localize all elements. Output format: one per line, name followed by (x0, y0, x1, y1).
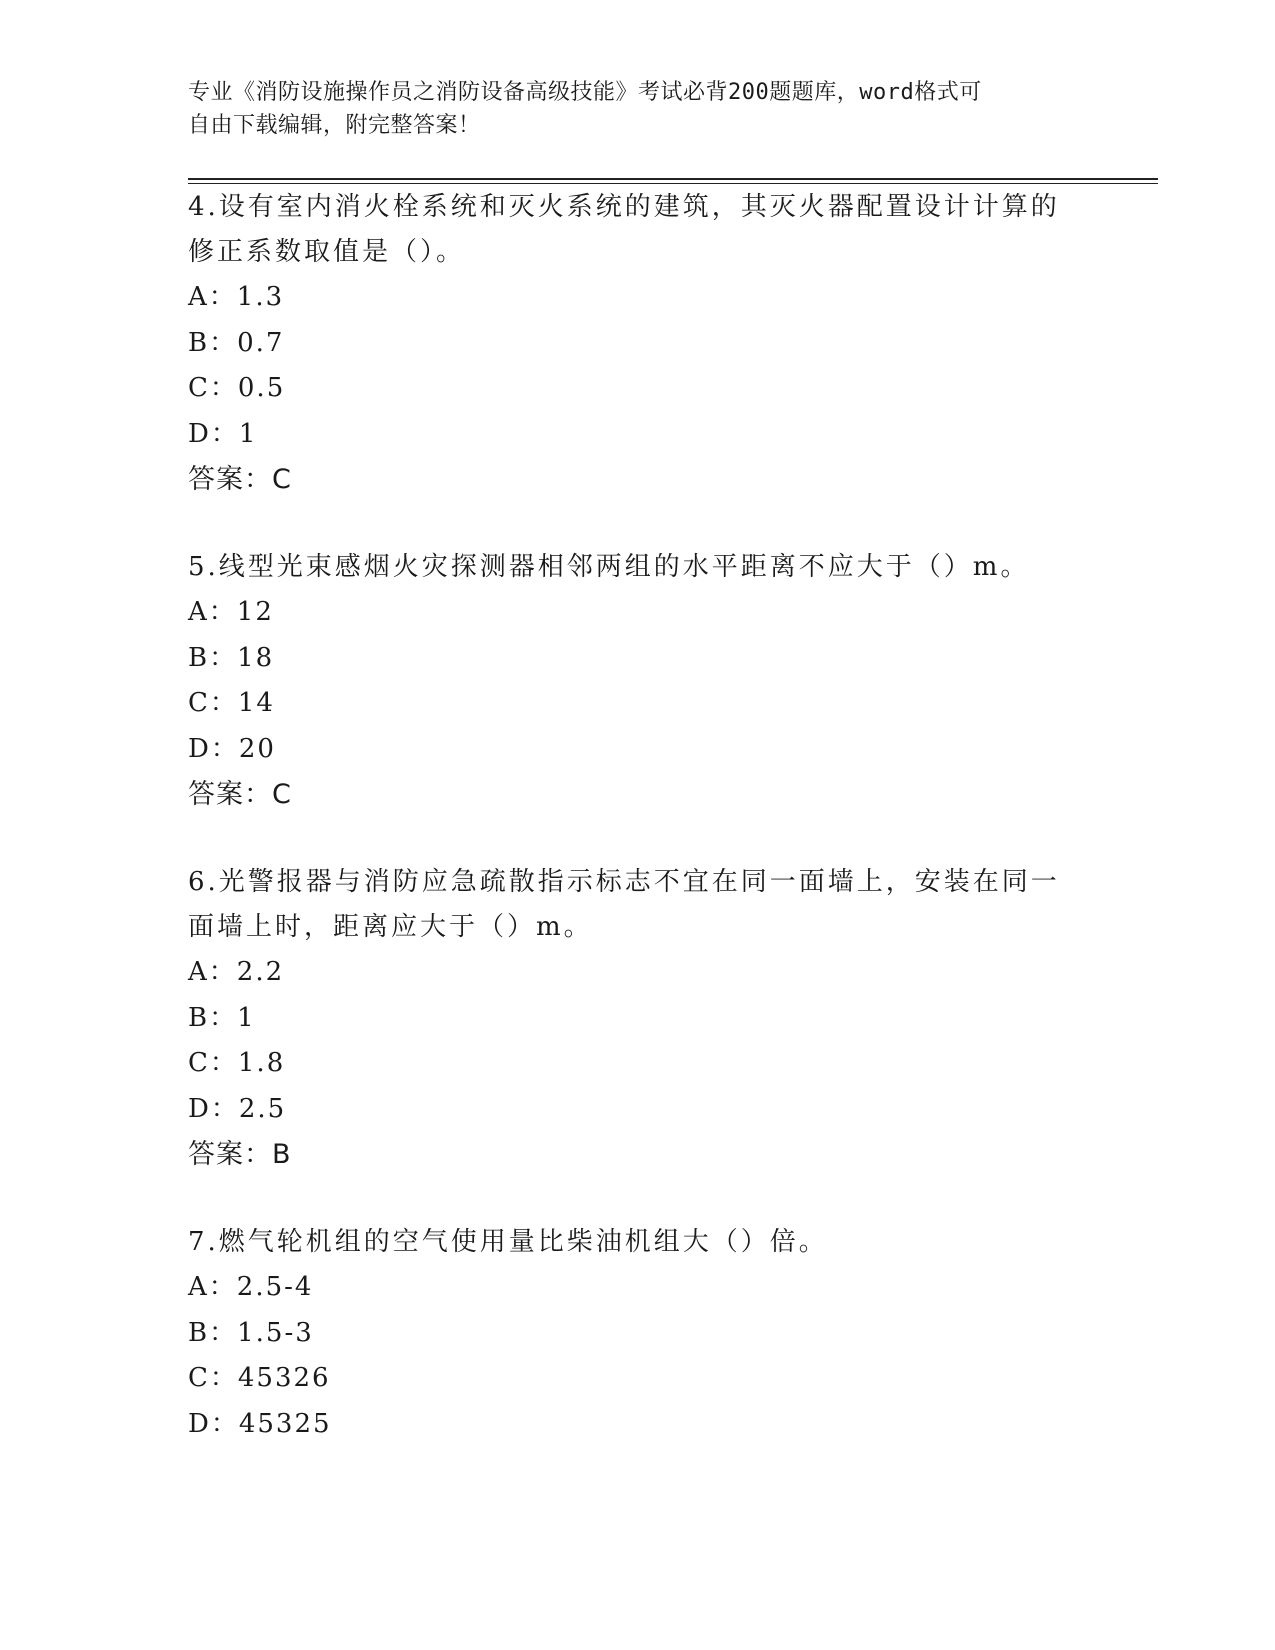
question-stem-line-2: 修正系数取值是（）。 (188, 237, 466, 267)
option-b: B：0.7 (188, 327, 285, 358)
answer-label: 答案：C (188, 464, 292, 495)
header-divider-thin (188, 183, 1158, 184)
question-6 (188, 860, 1068, 1177)
question-stem-line-1: 6.光警报器与消防应急疏散指示标志不宜在同一面墙上，安装在同一 (188, 867, 1060, 897)
question-stem-line-1: 7.燃气轮机组的空气使用量比柴油机组大（）倍。 (188, 1227, 828, 1257)
option-c: C：14 (188, 688, 275, 718)
intro-line-1: 专业《消防设施操作员之消防设备高级技能》考试必背200题题库，word格式可 (188, 80, 982, 105)
option-a: A：12 (188, 597, 274, 627)
header-divider-thick (188, 178, 1158, 180)
answer-label: 答案：C (188, 779, 292, 810)
option-a: A：2.5-4 (188, 1272, 314, 1302)
question-stem-line-1: 4.设有室内消火栓系统和灭火系统的建筑，其灭火器配置设计计算的 (188, 192, 1060, 222)
option-d: D：2.5 (188, 1093, 287, 1124)
question-5 (188, 545, 1068, 817)
question-stem-line-2: 面墙上时，距离应大于（）m。 (188, 912, 593, 942)
option-b: B：1 (188, 1002, 256, 1033)
option-c: C：0.5 (188, 373, 286, 403)
option-a: A：1.3 (188, 282, 285, 312)
option-a: A：2.2 (188, 957, 285, 987)
question-stem-line-1: 5.线型光束感烟火灾探测器相邻两组的水平距离不应大于（）m。 (188, 552, 1030, 582)
answer-label: 答案：B (188, 1139, 292, 1170)
option-c: C：1.8 (188, 1048, 286, 1078)
document-intro (188, 76, 1068, 142)
question-4 (188, 185, 1068, 502)
option-d: D：45325 (188, 1408, 332, 1439)
option-d: D：20 (188, 733, 276, 764)
option-b: B：1.5-3 (188, 1317, 314, 1348)
question-7 (188, 1220, 1068, 1447)
intro-line-2: 自由下载编辑，附完整答案！ (188, 113, 481, 138)
option-d: D：1 (188, 418, 258, 449)
option-c: C：45326 (188, 1363, 331, 1393)
option-b: B：18 (188, 642, 275, 673)
